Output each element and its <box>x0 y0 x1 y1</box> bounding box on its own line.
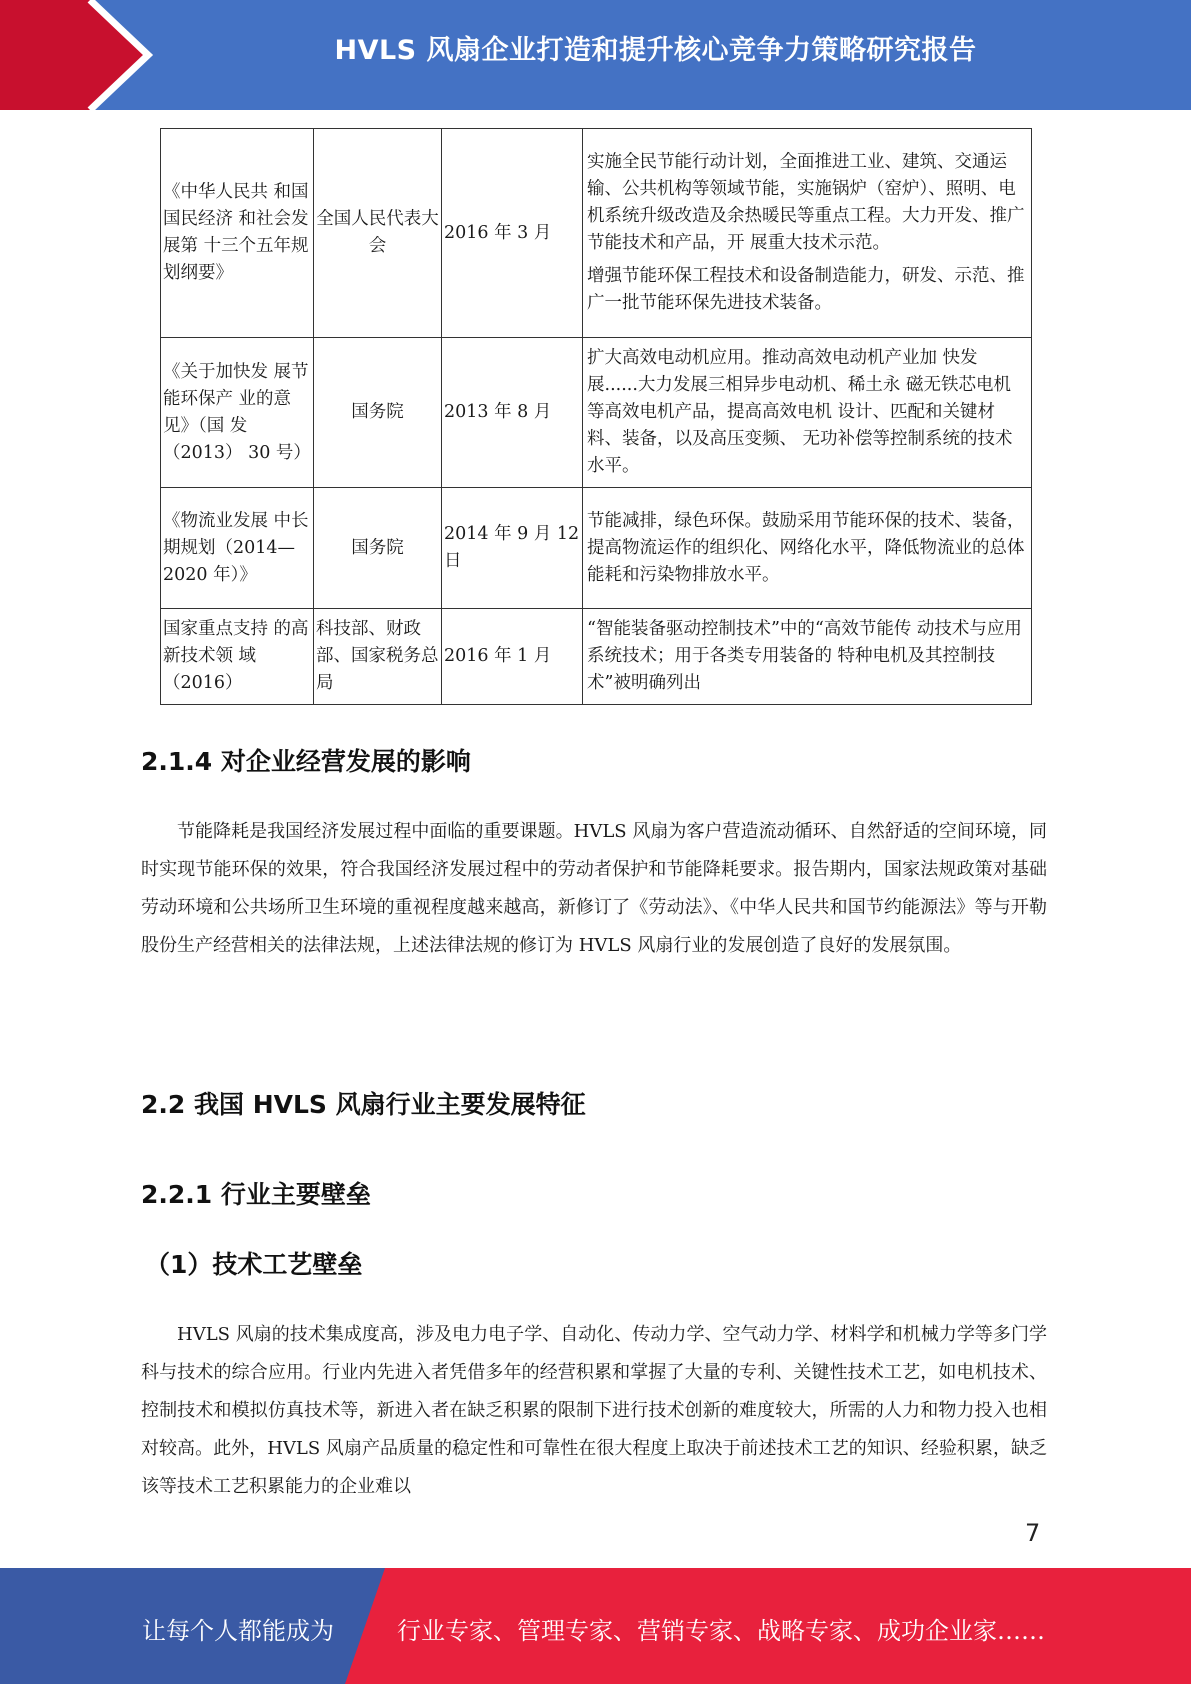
issuing-body-cell: 科技部、财政部、国家税务总局 <box>314 609 442 705</box>
content-paragraph: 增强节能环保工程技术和设备制造能力，研发、示范、推广一批节能环保先进技术装备。 <box>587 266 1025 313</box>
issue-date-cell: 2013 年 8 月 <box>442 338 583 488</box>
policy-name-cell: 《关于加快发 展节能环保产 业的意见》（国 发（2013） 30 号） <box>161 338 314 488</box>
policy-name-cell: 国家重点支持 的高新技术领 域（2016） <box>161 609 314 705</box>
page-footer <box>0 1568 1191 1684</box>
policy-content-cell <box>583 488 1032 609</box>
table-row <box>161 129 1032 338</box>
content-paragraph: 扩大高效电动机应用。推动高效电动机产业加 快发展......大力发展三相异步电动机、稀土永 磁无铁芯电机等高效电机产品，提高高效电机 设计、匹配和关键材料、装备，以及高压变频、 无功补偿等控制系统的技术水平。 <box>587 348 1013 476</box>
policy-name-cell: 《中华人民共 和国国民经济 和社会发展第 十三个五年规 划纲要》 <box>161 129 314 338</box>
content-paragraph: “智能装备驱动控制技术”中的“高效节能传 动技术与应用系统技术；用于各类专用装备的 特种电机及其控制技术”被明确列出 <box>587 619 1022 693</box>
subsection-tech-barrier-body: HVLS 风扇的技术集成度高，涉及电力电子学、自动化、传动力学、空气动力学、材料学和机械力学等多门学科与技术的综合应用。行业内先进入者凭借多年的经营积累和掌握了大量的专利、关键性技术工艺，如电机技术、控制技术和模拟仿真技术等，新进入者在缺乏积累的限制下进行技术创新的难度较大，所需的人力和物力投入也相对较高。此外，HVLS 风扇产品质量的稳定性和可靠性在很大程度上取决于前述技术工艺的知识、经验积累，缺乏该等技术工艺积累能力的企业难以 <box>141 1324 1047 1497</box>
policy-content-cell <box>583 129 1032 338</box>
issuing-body-cell: 国务院 <box>314 338 442 488</box>
content-paragraph: 实施全民节能行动计划，全面推进工业、建筑、交通运输、公共机构等领域节能，实施锅炉（窑炉）、照明、电机系统升级改造及余热暖民等重点工程。大力开发、推广节能技术和产品，开 展重大技术示范。 <box>587 152 1025 253</box>
table-row <box>161 488 1032 609</box>
issue-date-cell: 2016 年 1 月 <box>442 609 583 705</box>
page-number: 7 <box>1025 1519 1041 1547</box>
footer-slogan-left: 让每个人都能成为 <box>142 1617 334 1645</box>
policy-content-cell <box>583 609 1032 705</box>
section-2-1-4-body: 节能降耗是我国经济发展过程中面临的重要课题。HVLS 风扇为客户营造流动循环、自然舒适的空间环境，同时实现节能环保的效果，符合我国经济发展过程中的劳动者保护和节能降耗要求。报告期内，国家法规政策对基础劳动环境和公共场所卫生环境的重视程度越来越高，新修订了《劳动法》、《中华人民共和国节约能源法》等与开勒股份生产经营相关的法律法规，上述法律法规的修订为 HVLS 风扇行业的发展创造了良好的发展氛围。 <box>141 821 1047 956</box>
section-heading-2-2: 2.2 我国 HVLS 风扇行业主要发展特征 <box>141 1090 586 1119</box>
section-heading-2-2-1: 2.2.1 行业主要壁垒 <box>141 1180 371 1209</box>
header-arrow-decoration <box>0 0 160 110</box>
policy-name-cell: 《物流业发展 中长期规划（2014—2020 年）》 <box>161 488 314 609</box>
policy-table <box>160 128 1032 705</box>
subsection-heading-tech-barrier: （1）技术工艺壁垒 <box>145 1250 363 1279</box>
section-heading-2-1-4: 2.1.4 对企业经营发展的影响 <box>141 747 471 776</box>
table-row <box>161 609 1032 705</box>
policy-content-cell <box>583 338 1032 488</box>
issuing-body-cell: 全国人民代表大会 <box>314 129 442 338</box>
report-title: HVLS 风扇企业打造和提升核心竞争力策略研究报告 <box>334 35 977 66</box>
content-paragraph: 节能减排，绿色环保。鼓励采用节能环保的技术、装备，提高物流运作的组织化、网络化水平，降低物流业的总体能耗和污染物排放水平。 <box>587 510 1025 585</box>
issue-date-cell: 2014 年 9 月 12 日 <box>442 488 583 609</box>
footer-slogan-right: 行业专家、管理专家、营销专家、战略专家、成功企业家…… <box>397 1617 1045 1645</box>
issue-date-cell: 2016 年 3 月 <box>442 129 583 338</box>
issuing-body-cell: 国务院 <box>314 488 442 609</box>
table-row <box>161 338 1032 488</box>
page-header <box>0 0 1191 110</box>
